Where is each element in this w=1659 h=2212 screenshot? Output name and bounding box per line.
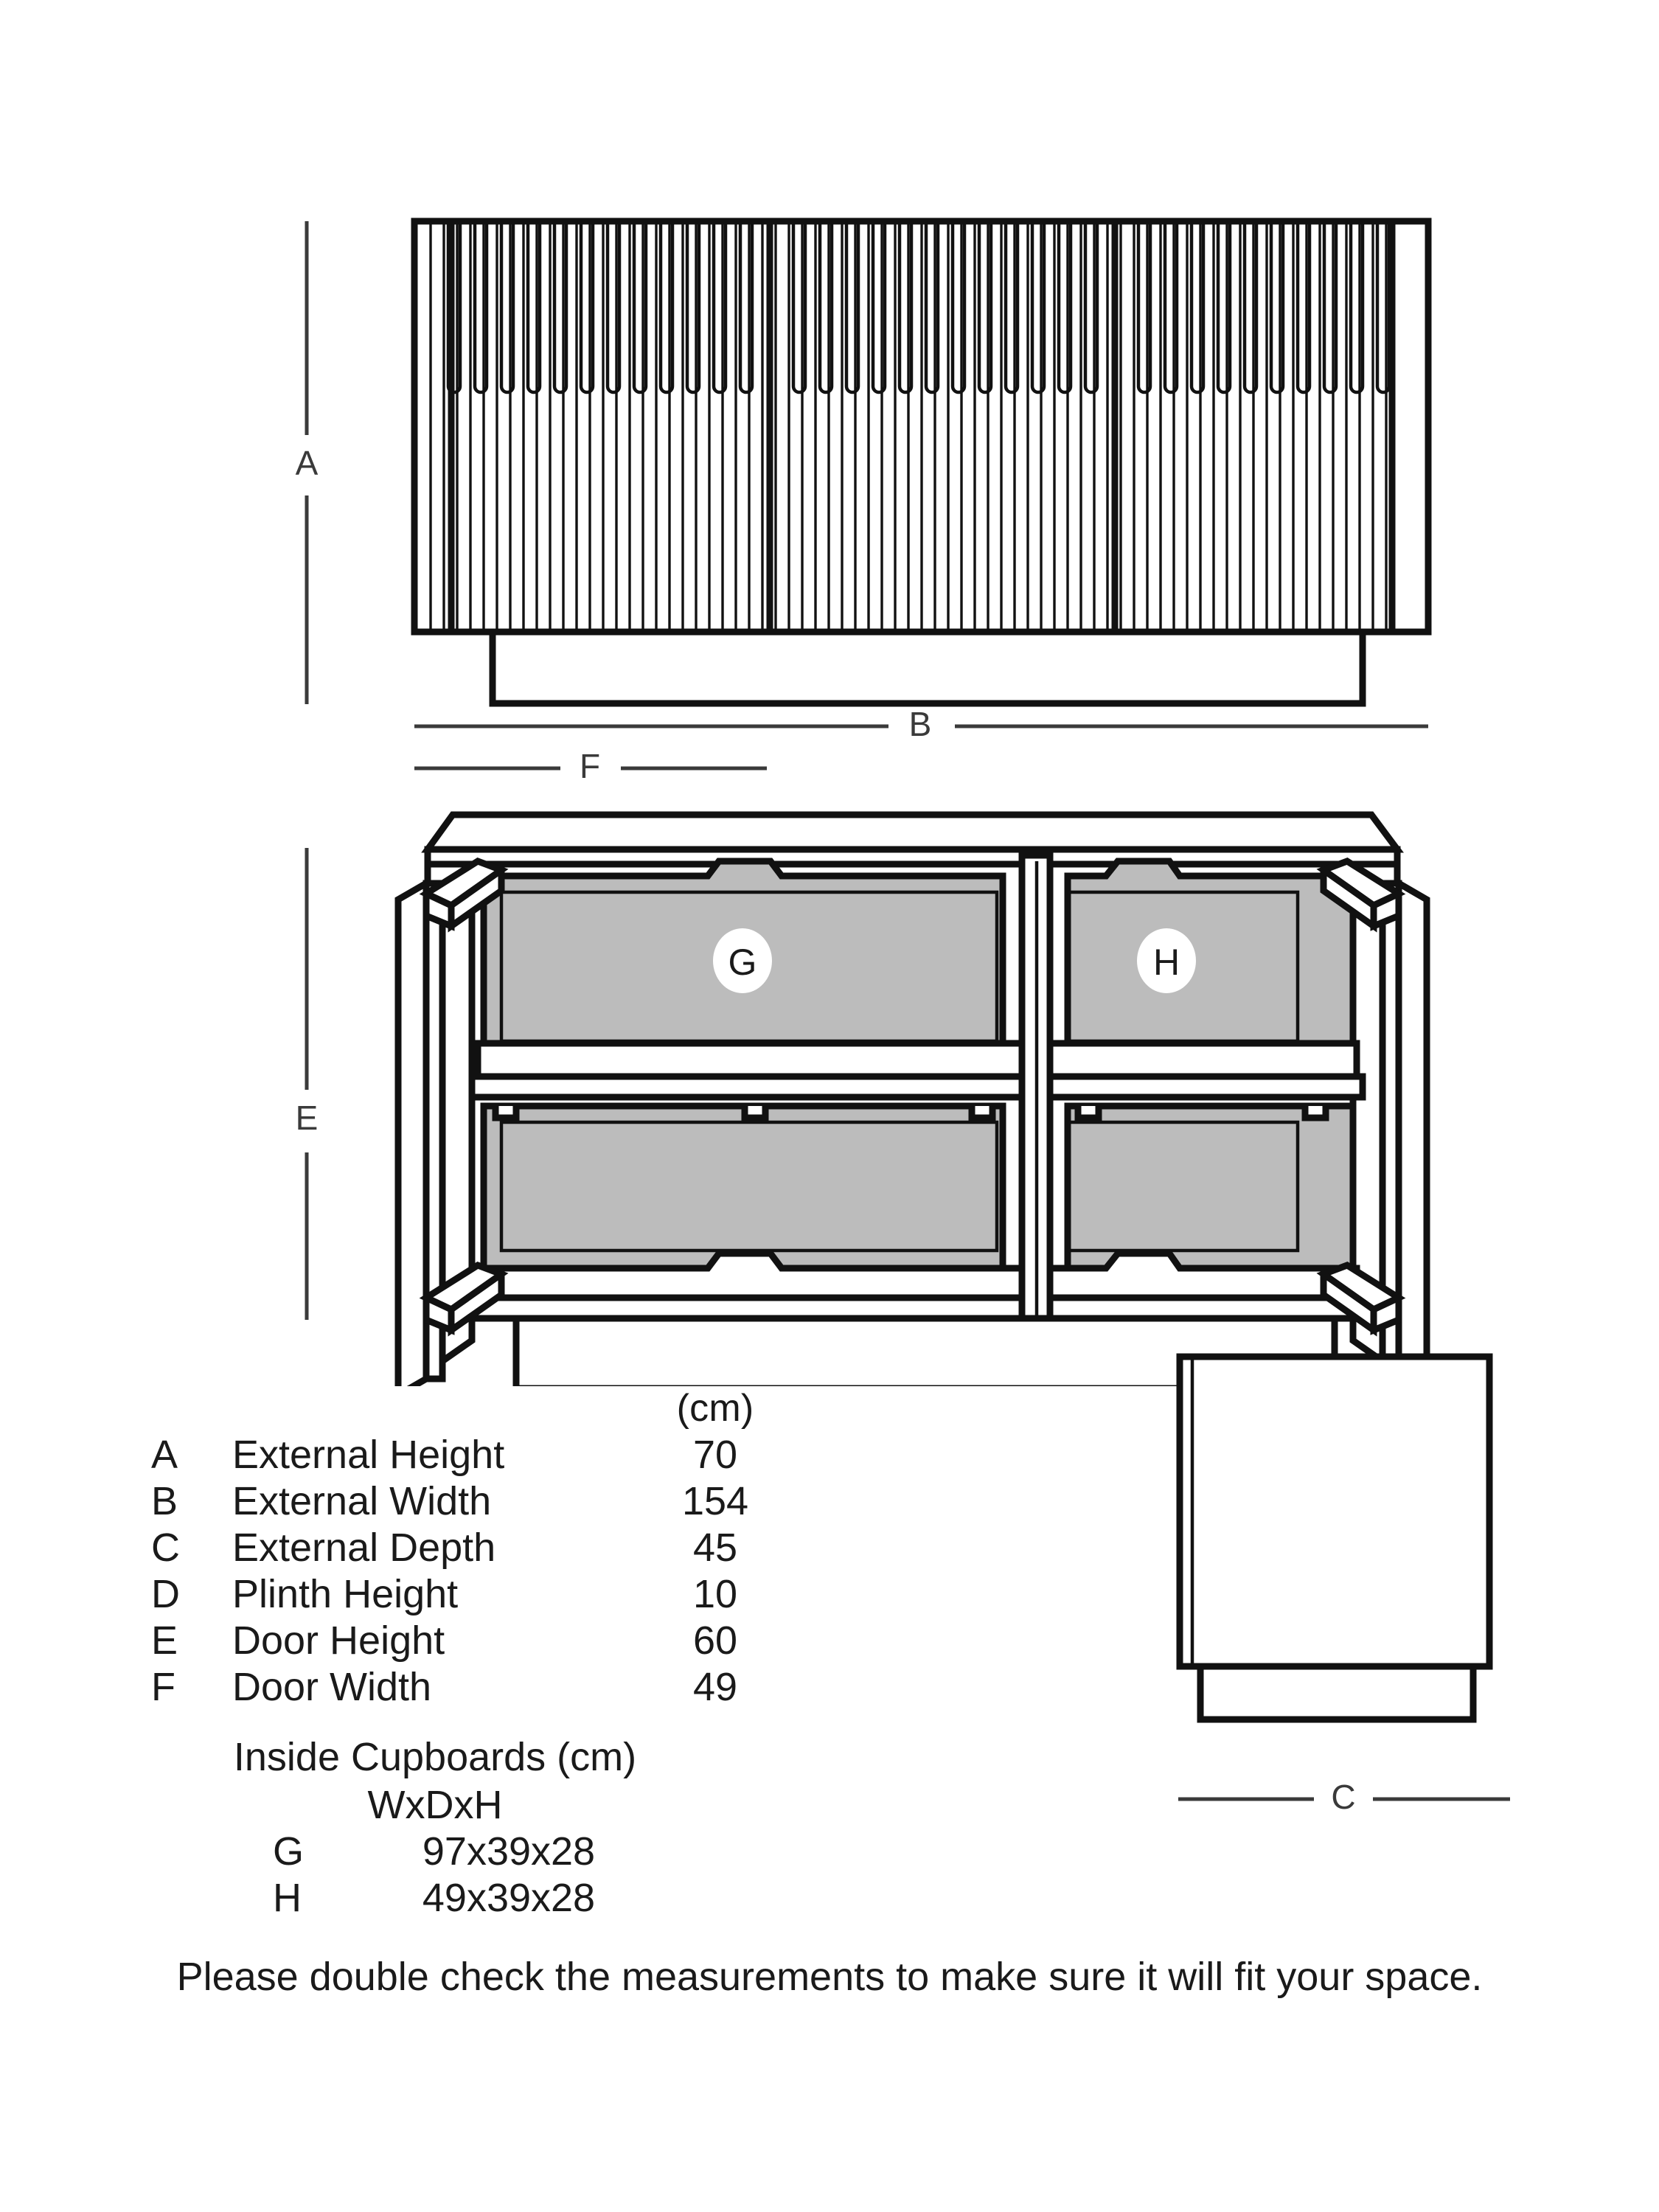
front-plinth (493, 632, 1363, 703)
spec-label: Door Height (232, 1618, 445, 1663)
inside-value: 97x39x28 (422, 1829, 596, 1874)
dimension-c (1178, 1778, 1510, 1816)
inside-cupboards-title: Inside Cupboards (cm) (233, 1735, 637, 1779)
badge-h (1137, 928, 1196, 993)
spec-key: A (151, 1433, 178, 1477)
spec-value: 45 (692, 1526, 738, 1570)
compartment-g-lower (484, 1106, 1003, 1268)
dimension-e-label: E (295, 1099, 319, 1138)
compartment-h-upper (1068, 861, 1353, 1043)
cabinet-top-front-edge (428, 849, 1397, 864)
table-row (0, 1571, 1032, 1618)
cabinet-carcass (428, 815, 1397, 1386)
middle-shelf (472, 1043, 1363, 1097)
dimension-e (296, 848, 319, 1320)
cabinet-front-body (414, 221, 1428, 632)
side-plinth (1200, 1666, 1473, 1719)
table-row (0, 1478, 1032, 1525)
compartment-h-lower (1068, 1106, 1353, 1268)
spec-row-group (0, 1432, 1032, 1711)
spec-key: D (151, 1572, 180, 1616)
spec-key: C (151, 1526, 180, 1570)
spec-value: 60 (692, 1618, 738, 1663)
spec-value: 70 (692, 1433, 738, 1477)
spec-key: B (151, 1479, 178, 1523)
spec-label: External Width (232, 1479, 492, 1523)
cabinet-top-panel (428, 815, 1397, 849)
dimension-f (414, 747, 767, 785)
front-elevation-view (0, 0, 1659, 737)
unit-header: (cm) (676, 1387, 754, 1430)
side-elevation-view (1121, 1327, 1637, 1939)
inside-cupboards-subtitle: WxDxH (367, 1783, 503, 1827)
spec-value: 154 (681, 1479, 749, 1523)
list-item (0, 1829, 1032, 1875)
badge-h-label: H (1152, 942, 1180, 983)
spec-value: 49 (692, 1665, 738, 1709)
spec-key: E (151, 1618, 178, 1663)
dimension-f-label: F (579, 747, 601, 786)
open-door-view (0, 782, 1659, 1386)
badge-g-label: G (728, 942, 757, 983)
badge-g (713, 928, 772, 993)
center-divider-post (1022, 855, 1050, 1357)
table-row (0, 1664, 1032, 1711)
table-row (0, 1525, 1032, 1571)
dimension-c-label: C (1331, 1778, 1356, 1817)
spec-label: External Height (232, 1433, 505, 1477)
inside-value: 49x39x28 (422, 1876, 596, 1920)
spec-key: F (151, 1665, 175, 1709)
spec-label: External Depth (232, 1526, 496, 1570)
dimension-a (296, 221, 319, 704)
measurement-disclaimer: Please double check the measurements to make sure it will fit your space. (176, 1955, 1483, 1999)
table-row (0, 1618, 1032, 1664)
inside-row-group (0, 1829, 1032, 1921)
inside-key: G (273, 1829, 305, 1874)
dimension-b-label: B (908, 705, 932, 737)
inside-key: H (273, 1876, 302, 1920)
side-body (1180, 1357, 1489, 1666)
spec-label: Door Width (232, 1665, 432, 1709)
spec-value: 10 (692, 1572, 738, 1616)
dimension-a-label: A (295, 444, 319, 483)
dimension-b (414, 705, 1428, 737)
spec-label: Plinth Height (232, 1572, 459, 1616)
list-item (0, 1875, 1032, 1921)
table-row (0, 1432, 1032, 1478)
